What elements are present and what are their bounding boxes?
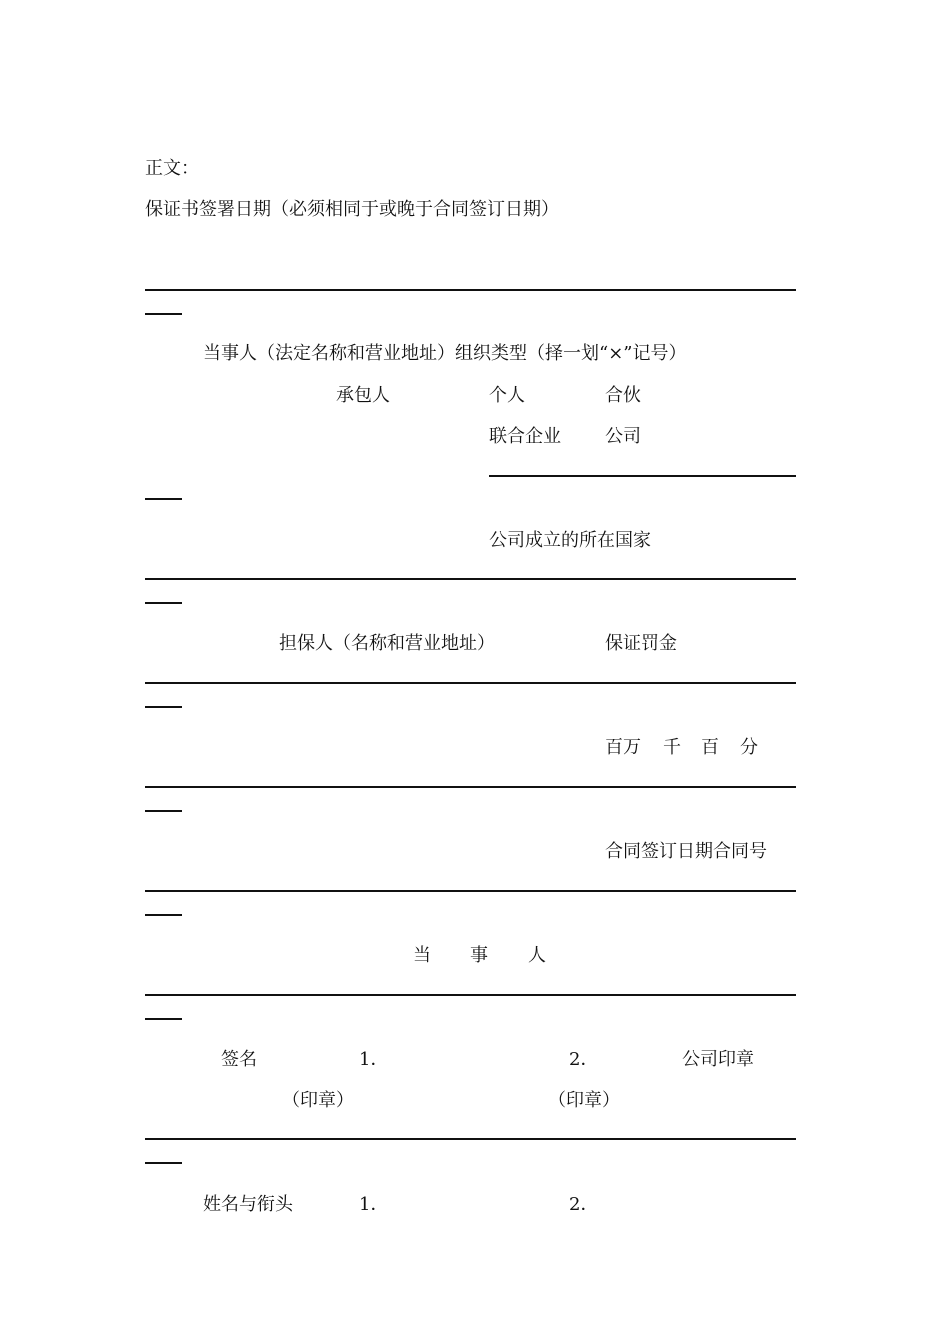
- parties-title-char-1: 当: [413, 945, 431, 966]
- divider: [145, 890, 796, 892]
- parties-title-char-2: 事: [470, 945, 488, 966]
- parties-title-char-3: 人: [528, 945, 546, 966]
- guarantor-label: 担保人（名称和营业地址）: [279, 633, 495, 654]
- divider-stub: [145, 498, 182, 500]
- contract-date-number: 合同签订日期合同号: [605, 841, 767, 862]
- unit-cent: 分: [740, 737, 758, 758]
- divider-stub: [145, 706, 182, 708]
- name-title-number-1: 1．: [359, 1194, 389, 1215]
- divider: [145, 994, 796, 996]
- name-title-label: 姓名与衔头: [203, 1194, 293, 1215]
- sign-date-note: 保证书签署日期（必须相同于或晚于合同签订日期）: [145, 199, 559, 220]
- company-seal-label: 公司印章: [682, 1049, 754, 1070]
- divider-stub: [145, 1162, 182, 1164]
- divider-stub: [145, 602, 182, 604]
- type-joint-venture: 联合企业: [489, 426, 561, 447]
- company-country-label: 公司成立的所在国家: [489, 530, 651, 551]
- type-partnership: 合伙: [605, 385, 641, 406]
- contractor-label: 承包人: [336, 385, 390, 406]
- penalty-label: 保证罚金: [605, 633, 677, 654]
- signature-number-2: 2．: [569, 1049, 599, 1070]
- divider-stub: [145, 1018, 182, 1020]
- signature-label: 签名: [221, 1049, 257, 1070]
- unit-million: 百万: [605, 737, 641, 758]
- seal-label-1: （印章）: [282, 1090, 354, 1111]
- divider: [145, 786, 796, 788]
- divider-half: [489, 475, 796, 477]
- divider: [145, 289, 796, 291]
- unit-thousand: 千: [663, 737, 681, 758]
- divider-stub: [145, 914, 182, 916]
- parties-heading: 当事人（法定名称和营业地址）组织类型（择一划“×”记号）: [203, 343, 687, 364]
- type-company: 公司: [605, 426, 641, 447]
- divider: [145, 1138, 796, 1140]
- seal-label-2: （印章）: [548, 1090, 620, 1111]
- divider: [145, 578, 796, 580]
- signature-number-1: 1．: [359, 1049, 389, 1070]
- divider-stub: [145, 313, 182, 315]
- name-title-number-2: 2．: [569, 1194, 599, 1215]
- unit-hundred: 百: [701, 737, 719, 758]
- body-label: 正文：: [145, 158, 199, 179]
- divider-stub: [145, 810, 182, 812]
- divider: [145, 682, 796, 684]
- type-individual: 个人: [489, 385, 525, 406]
